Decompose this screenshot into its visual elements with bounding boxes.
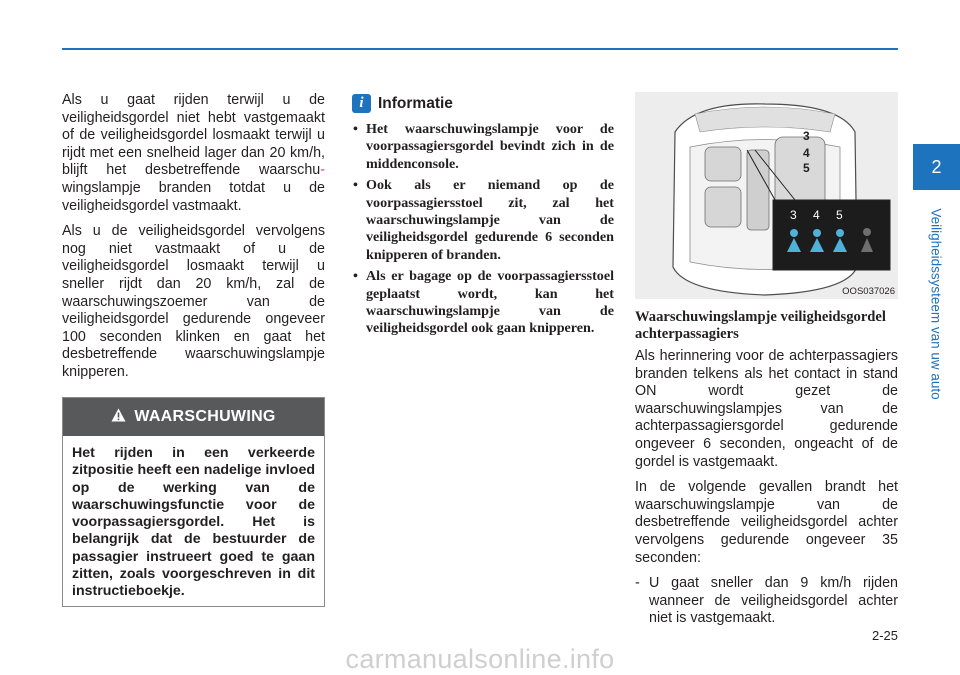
warning-text: Het rijden in een verkeerde zitpositie heeft een nadelige invloed op de werking van de waarschuwingsfunctie voor de voorpassagiersgordel. Het is belangrijk dat de bestuurder de passagier instrueert goed te gaan zitten, zoals voorgeschreven in dit instructieboekje. — [72, 445, 315, 600]
seat-label: 5 — [803, 161, 810, 175]
paragraph-4: In de volgende gevallen brandt het waarschuwingslampje van de desbetreffende veiligheidsgordel achter vervolgens gedurende ongeveer 35 seconden: — [635, 479, 898, 566]
info-bullet-3: • Als er bagage op de voorpassagiersstoel geplaatst wordt, kan het waarschuwingslampje van de veiligheidsgordel ook gaan knipperen. — [352, 268, 614, 338]
warning-triangle-icon — [111, 408, 126, 427]
column-left — [62, 92, 325, 390]
dash-list-item: - U gaat sneller dan 9 km/h rijden wanneer de veiligheidsgordel achter niet is vastgemaakt. — [635, 575, 898, 628]
paragraph-2: Als u de veiligheidsgordel vervolgens nog niet vastmaakt of u de veiligheidsgordel losmaakt terwijl u sneller rijdt dan 20 km/h, zal de waarschuwingszoemer van de veiligheidsgordel gedurende ongeveer 100 seconden klinken en gaat het desbetreffende waarschuwingslampje knipperen. — [62, 223, 325, 380]
inset-label: 4 — [813, 208, 820, 222]
car-top-view-illustration — [635, 92, 898, 299]
car-seatbelt-figure — [635, 92, 898, 299]
info-icon: i — [352, 94, 371, 113]
seat-label: 4 — [803, 146, 810, 160]
column-middle — [352, 92, 614, 342]
warning-header — [63, 398, 324, 436]
paragraph-1-text-rest: wingslampje branden totdat u de veiligheidsgordel vastmaakt. — [62, 179, 325, 214]
info-title: Informatie — [378, 94, 453, 112]
section-subheading: Waarschuwingslampje veiligheidsgordel achterpassagiers — [635, 309, 886, 342]
header-rule — [62, 48, 898, 50]
info-bullet-1: • Het waarschuwingslampje voor de voorpassagiersgordel bevindt zich in de middenconsole. — [352, 121, 614, 173]
inset-label: 5 — [836, 208, 843, 222]
paragraph-3: Als herinnering voor de achterpassagiers branden telkens als het contact in stand ON wordt gezet de waarschuwingslampjes van de achterpassagiersgordel gedurende ongeveer 6 seconden, ongeacht of de gordel is vastgemaakt. — [635, 348, 898, 470]
paragraph-1 — [62, 92, 325, 215]
paragraph-1-text: Als u gaat rijden terwijl u de veiligheidsgordel niet hebt vastgemaakt of de veiligheidsgordel losmaakt terwijl u rijdt met een snelheid lager dan 20 km/h, blijft het desbetreffende waarschu — [62, 92, 325, 179]
column-right — [635, 92, 898, 636]
inset-label: 3 — [790, 208, 797, 222]
info-bullet-2: • Ook als er niemand op de voorpassagiersstoel zit, zal het waarschuwingslampje van de veiligheidsgordel gedurende 6 seconden knipperen of branden. — [352, 177, 614, 264]
chapter-tab: 2 — [913, 144, 960, 190]
chapter-title: Veiligheidssysteem van uw auto — [928, 208, 944, 400]
page-number: 2-25 — [871, 628, 898, 643]
warning-title: WAARSCHUWING — [134, 408, 276, 425]
soft-hyphen: - — [320, 162, 325, 179]
info-heading — [352, 94, 614, 113]
warning-box — [62, 397, 325, 607]
info-bullet-list — [352, 121, 614, 338]
figure-code: OOS037026 — [842, 286, 895, 297]
seat-label: 3 — [803, 129, 810, 143]
watermark: carmanualsonline.info — [345, 644, 615, 674]
